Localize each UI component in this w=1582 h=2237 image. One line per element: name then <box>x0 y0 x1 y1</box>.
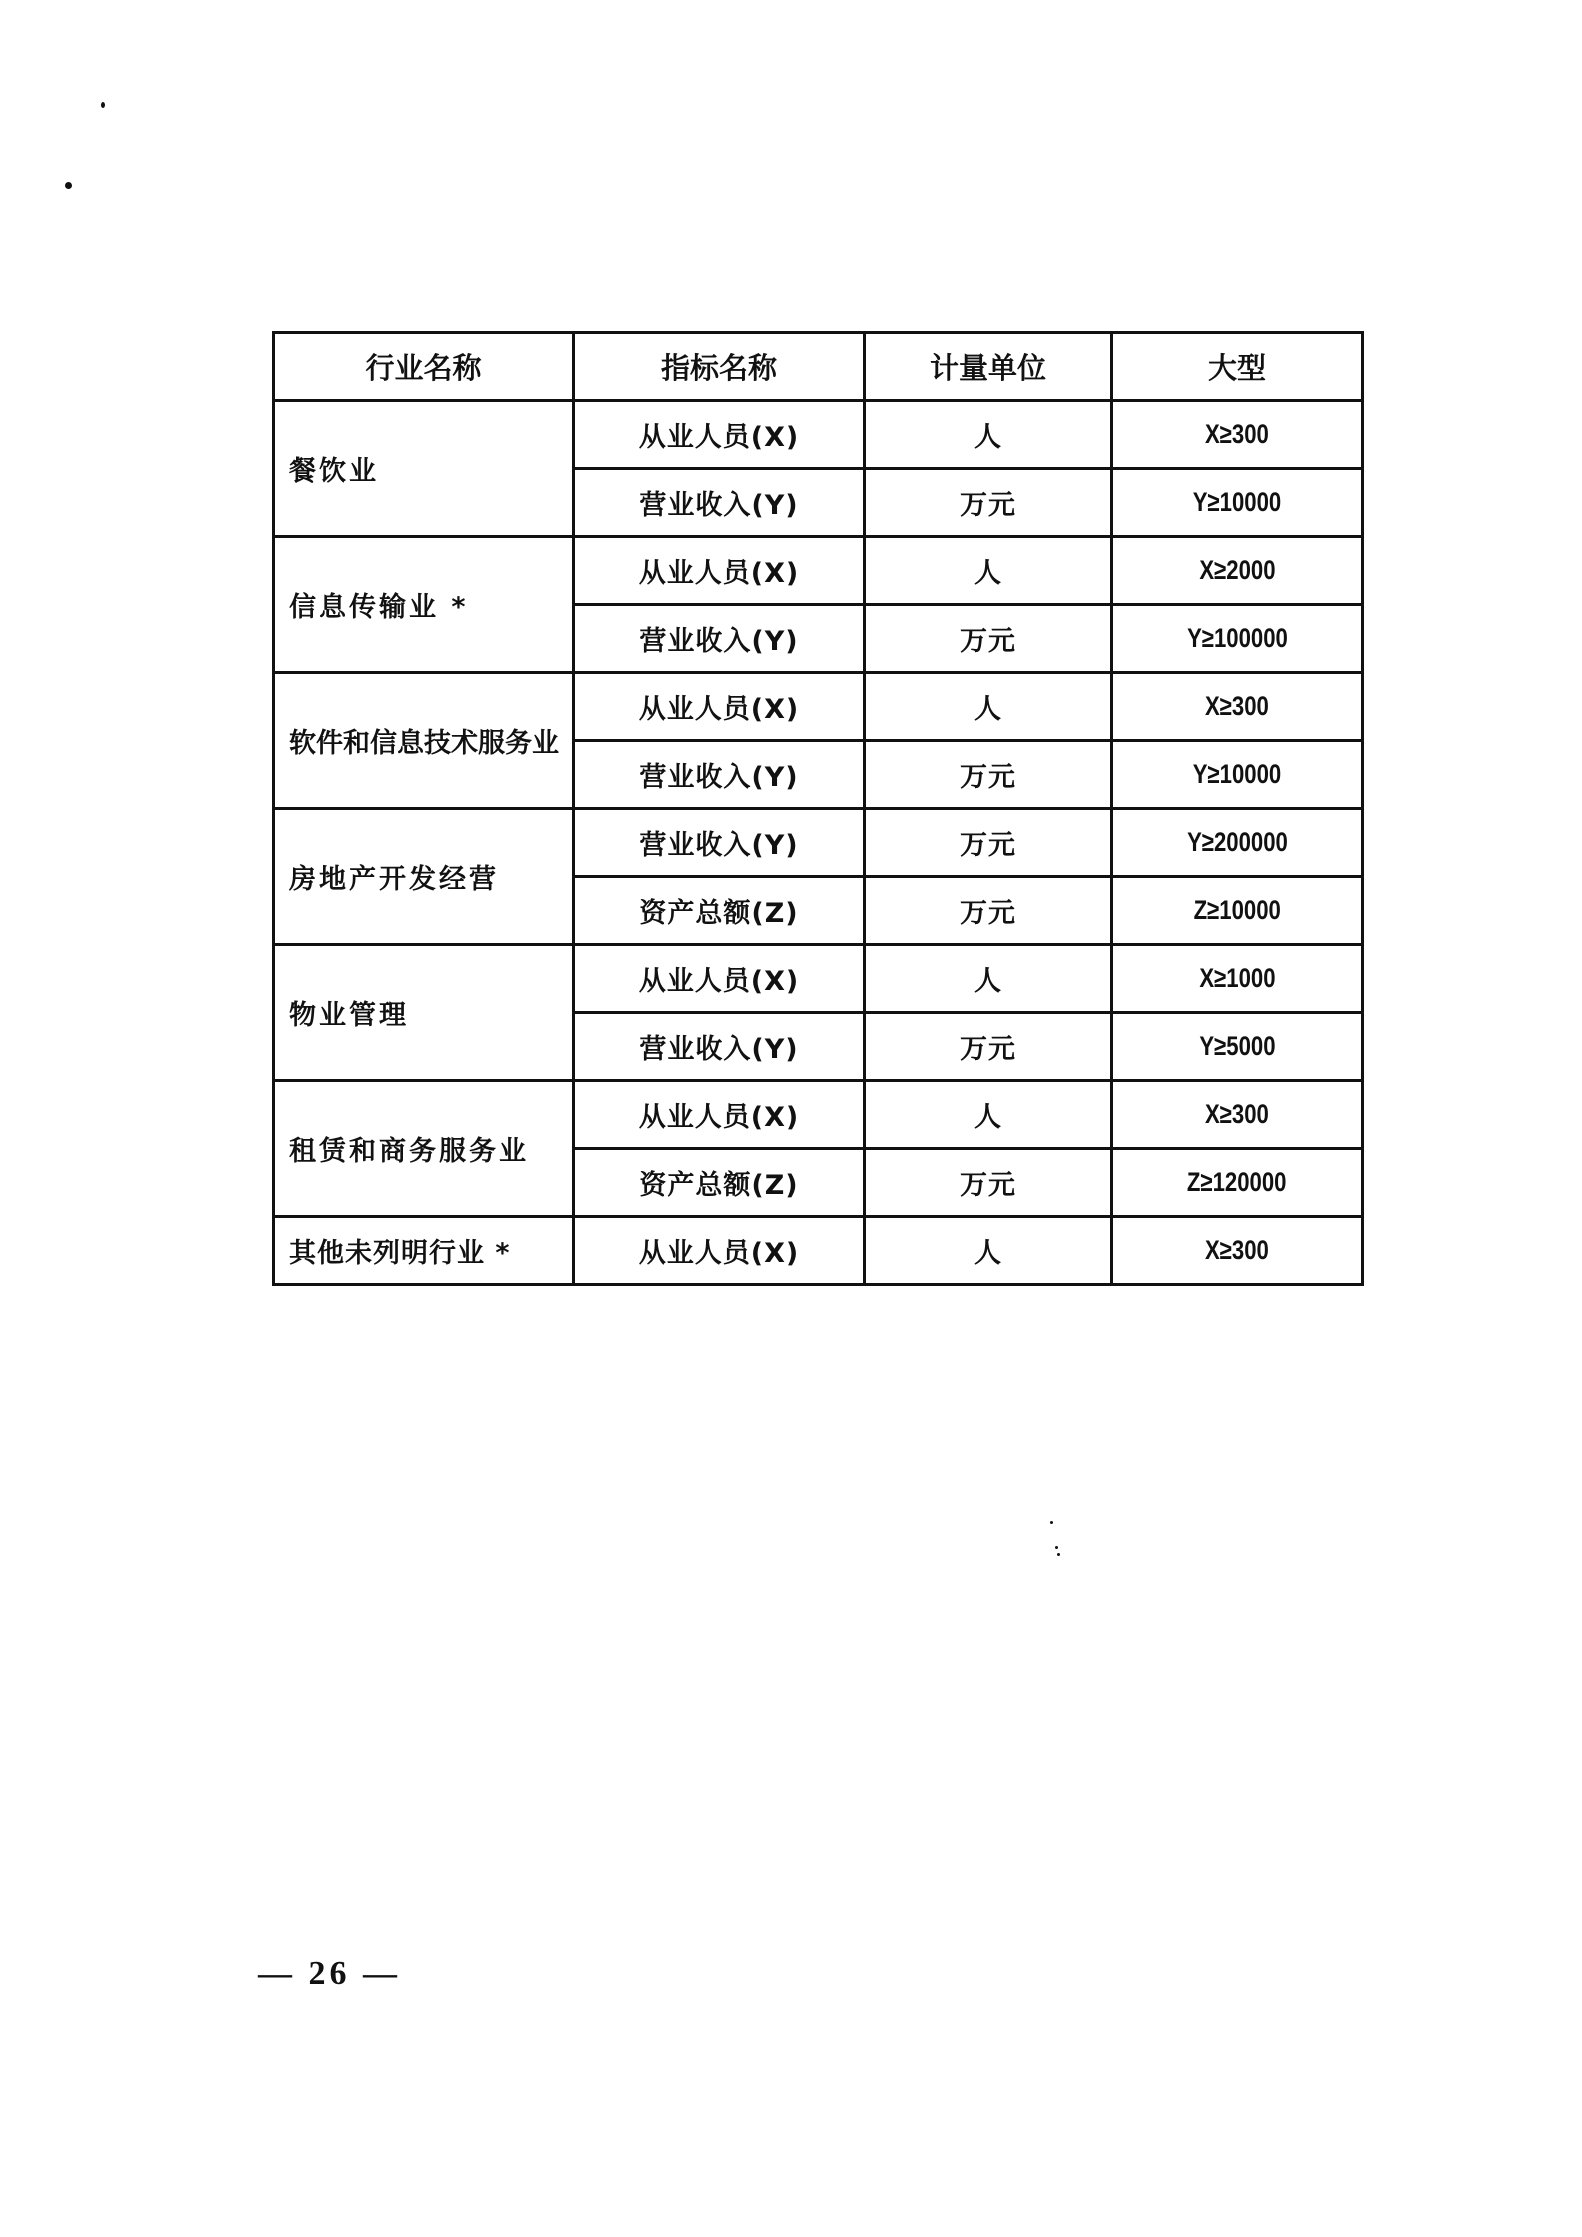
table-row <box>274 945 1363 1013</box>
large-threshold-cell <box>1112 741 1363 809</box>
unit-cell: 万元 <box>865 1149 1112 1217</box>
unit-cell: 万元 <box>865 469 1112 537</box>
large-threshold-cell <box>1112 809 1363 877</box>
large-threshold-cell <box>1112 605 1363 673</box>
large-threshold-cell <box>1112 401 1363 469</box>
large-threshold-value: Y≥10000 <box>1192 759 1282 789</box>
enterprise-size-table-container <box>272 331 1361 1286</box>
unit-cell: 人 <box>865 537 1112 605</box>
table-row <box>274 1081 1363 1149</box>
table-row <box>274 401 1363 469</box>
unit-cell: 人 <box>865 401 1112 469</box>
large-threshold-cell <box>1112 1217 1363 1285</box>
table-row <box>274 673 1363 741</box>
unit-cell: 万元 <box>865 809 1112 877</box>
header-indicator: 指标名称 <box>574 333 865 401</box>
table-row <box>274 809 1363 877</box>
industry-cell: 信息传输业 * <box>274 537 574 673</box>
indicator-cell: 资产总额(Z) <box>574 1149 865 1217</box>
large-threshold-cell <box>1112 469 1363 537</box>
large-threshold-cell <box>1112 877 1363 945</box>
large-threshold-value: X≥300 <box>1205 1099 1269 1129</box>
large-threshold-cell <box>1112 1149 1363 1217</box>
table-row <box>274 537 1363 605</box>
indicator-cell: 营业收入(Y) <box>574 469 865 537</box>
indicator-cell: 资产总额(Z) <box>574 877 865 945</box>
large-threshold-cell <box>1112 673 1363 741</box>
indicator-cell: 营业收入(Y) <box>574 605 865 673</box>
large-threshold-value: X≥300 <box>1205 691 1269 721</box>
header-unit: 计量单位 <box>865 333 1112 401</box>
large-threshold-value: X≥1000 <box>1198 963 1276 993</box>
header-industry: 行业名称 <box>274 333 574 401</box>
industry-cell: 软件和信息技术服务业 <box>274 673 574 809</box>
scan-speck <box>65 182 72 189</box>
scan-speck <box>1057 1553 1060 1556</box>
header-large: 大型 <box>1112 333 1363 401</box>
large-threshold-value: Z≥120000 <box>1187 1167 1287 1197</box>
scan-speck <box>1055 1546 1058 1549</box>
industry-cell: 其他未列明行业 * <box>274 1217 574 1285</box>
large-threshold-value: Y≥100000 <box>1186 623 1288 653</box>
large-threshold-cell <box>1112 1013 1363 1081</box>
large-threshold-cell <box>1112 945 1363 1013</box>
large-threshold-value: Y≥5000 <box>1198 1031 1276 1061</box>
unit-cell: 人 <box>865 1081 1112 1149</box>
scan-speck <box>1050 1521 1053 1524</box>
industry-cell: 餐饮业 <box>274 401 574 537</box>
large-threshold-cell <box>1112 1081 1363 1149</box>
indicator-cell: 营业收入(Y) <box>574 1013 865 1081</box>
large-threshold-value: Y≥200000 <box>1186 827 1288 857</box>
indicator-cell: 从业人员(X) <box>574 401 865 469</box>
large-threshold-value: Z≥10000 <box>1193 895 1281 925</box>
scan-speck <box>101 102 105 108</box>
page-number: — 26 — <box>258 1955 401 1992</box>
large-threshold-cell <box>1112 537 1363 605</box>
unit-cell: 万元 <box>865 605 1112 673</box>
unit-cell: 人 <box>865 1217 1112 1285</box>
indicator-cell: 营业收入(Y) <box>574 809 865 877</box>
indicator-cell: 从业人员(X) <box>574 945 865 1013</box>
unit-cell: 万元 <box>865 741 1112 809</box>
indicator-cell: 营业收入(Y) <box>574 741 865 809</box>
table-header-row <box>274 333 1363 401</box>
large-threshold-value: X≥300 <box>1205 419 1269 449</box>
indicator-cell: 从业人员(X) <box>574 537 865 605</box>
industry-cell: 物业管理 <box>274 945 574 1081</box>
table-row <box>274 1217 1363 1285</box>
enterprise-size-table <box>272 331 1364 1286</box>
indicator-cell: 从业人员(X) <box>574 673 865 741</box>
unit-cell: 人 <box>865 945 1112 1013</box>
unit-cell: 万元 <box>865 877 1112 945</box>
industry-cell: 房地产开发经营 <box>274 809 574 945</box>
unit-cell: 人 <box>865 673 1112 741</box>
indicator-cell: 从业人员(X) <box>574 1081 865 1149</box>
industry-cell: 租赁和商务服务业 <box>274 1081 574 1217</box>
large-threshold-value: X≥2000 <box>1198 555 1276 585</box>
unit-cell: 万元 <box>865 1013 1112 1081</box>
indicator-cell: 从业人员(X) <box>574 1217 865 1285</box>
large-threshold-value: X≥300 <box>1205 1235 1269 1265</box>
large-threshold-value: Y≥10000 <box>1192 487 1282 517</box>
